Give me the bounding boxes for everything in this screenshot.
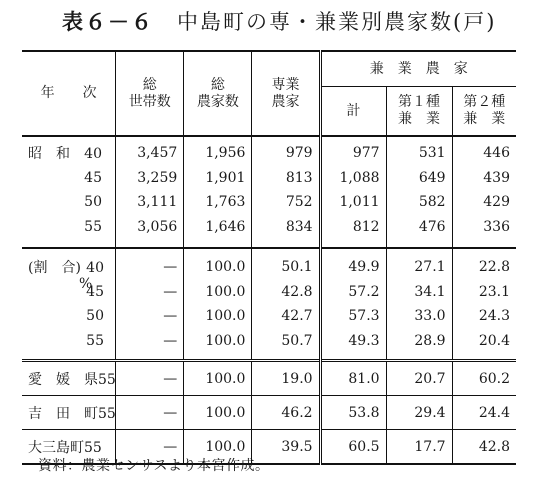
subtotal-cell: 977 [320,136,386,166]
table-row [22,136,516,166]
table-row [22,166,516,191]
type1-cell: 27.1 [386,248,452,280]
table-row [22,396,516,430]
type1-cell: 34.1 [386,280,452,305]
subtotal-cell: 57.3 [320,304,386,329]
source-note: 資料：農業センサスより本宮作成。 [38,458,270,474]
households-cell: 3,056 [116,215,184,249]
table-row [22,329,516,361]
type1-cell: 33.0 [386,304,452,329]
households-cell: — [116,361,184,396]
year-cell: 40 [84,146,102,163]
percent-label: (割 合) [28,260,81,277]
subtotal-cell: 81.0 [320,361,386,396]
full-time-cell: 50.1 [252,248,320,280]
full-time-cell: 752 [252,190,320,215]
farms-cell: 100.0 [184,396,252,430]
full-time-cell: 19.0 [252,361,320,396]
full-time-cell: 46.2 [252,396,320,430]
header-part-time: 兼 業 農 家 [320,51,516,87]
table-row [22,280,516,305]
full-time-cell: 39.5 [252,430,320,465]
year-cell: 40 [86,260,104,277]
subtotal-cell: 49.3 [320,329,386,361]
type2-cell: 20.4 [478,332,510,349]
table-row [22,215,516,249]
type1-cell: 531 [386,136,452,166]
header-type2: 第２種 兼 業 [463,94,506,127]
region-label: 愛 媛 県55 [22,361,116,396]
farms-cell: 100.0 [184,430,252,465]
farm-household-table [22,50,516,465]
households-cell: — [116,304,184,329]
type2-cell: 24.4 [478,404,510,421]
households-cell: 3,259 [116,166,184,191]
year-cell: 55 [86,332,104,349]
subtotal-cell: 53.8 [320,396,386,430]
farms-cell: 1,956 [184,136,252,166]
type1-cell: 649 [386,166,452,191]
full-time-cell: 42.7 [252,304,320,329]
farms-cell: 100.0 [184,304,252,329]
year-cell: 45 [86,283,104,300]
type2-cell: 446 [483,145,510,162]
year-cell: 55 [84,218,102,235]
subtotal-cell: 812 [320,215,386,249]
type1-cell: 20.7 [386,361,452,396]
era-label: 昭 和 [28,146,70,163]
table-row [22,190,516,215]
region-label: 吉 田 町55 [22,396,116,430]
farms-cell: 1,901 [184,166,252,191]
type2-cell: 336 [483,218,510,235]
percent-section [22,248,516,361]
header-total-farms: 総 農家数 [184,51,252,136]
table-row [22,361,516,396]
year-cell: 45 [84,169,102,186]
full-time-cell: 813 [252,166,320,191]
full-time-cell: 42.8 [252,280,320,305]
header-year: 年 次 [22,51,116,136]
table-number: 表６－６ [62,10,154,34]
subtotal-cell: 57.2 [320,280,386,305]
households-cell: 3,111 [116,190,184,215]
households-cell: 3,457 [116,136,184,166]
header-type1: 第１種 兼 業 [386,87,452,137]
table-title [62,6,496,36]
type1-cell: 582 [386,190,452,215]
households-cell: — [116,248,184,280]
farms-cell: 100.0 [184,361,252,396]
households-cell: — [116,396,184,430]
table-caption: 中島町の専・兼業別農家数(戸) [177,10,497,34]
farms-cell: 100.0 [184,329,252,361]
households-cell: — [116,280,184,305]
full-time-cell: 50.7 [252,329,320,361]
year-cell: 50 [86,308,104,325]
subtotal-cell: 1,088 [320,166,386,191]
subtotal-cell: 49.9 [320,248,386,280]
comparison-section [22,361,516,465]
type2-cell: 23.1 [478,283,510,300]
households-cell: — [116,430,184,465]
farms-cell: 100.0 [184,280,252,305]
table-row [22,304,516,329]
type2-cell: 42.8 [478,438,510,455]
percent-symbol: % [79,275,93,292]
full-time-cell: 834 [252,215,320,249]
table-row [22,248,516,280]
farms-cell: 100.0 [184,248,252,280]
type1-cell: 17.7 [386,430,452,465]
type1-cell: 29.4 [386,396,452,430]
farms-cell: 1,646 [184,215,252,249]
header-subtotal: 計 [320,87,386,137]
header-total-households: 総 世帯数 [116,51,184,136]
type2-cell: 24.3 [478,308,510,325]
households-cell: — [116,329,184,361]
type2-cell: 439 [483,169,510,186]
type1-cell: 28.9 [386,329,452,361]
region-label: 大三島町55 [22,430,116,465]
year-cell: 50 [84,194,102,211]
header-full-time: 専業 農家 [252,51,320,136]
subtotal-cell: 60.5 [320,430,386,465]
counts-section [22,136,516,248]
farms-cell: 1,763 [184,190,252,215]
type1-cell: 476 [386,215,452,249]
type2-cell: 22.8 [478,259,510,276]
type2-cell: 60.2 [478,370,510,387]
type2-cell: 429 [483,194,510,211]
full-time-cell: 979 [252,136,320,166]
subtotal-cell: 1,011 [320,190,386,215]
